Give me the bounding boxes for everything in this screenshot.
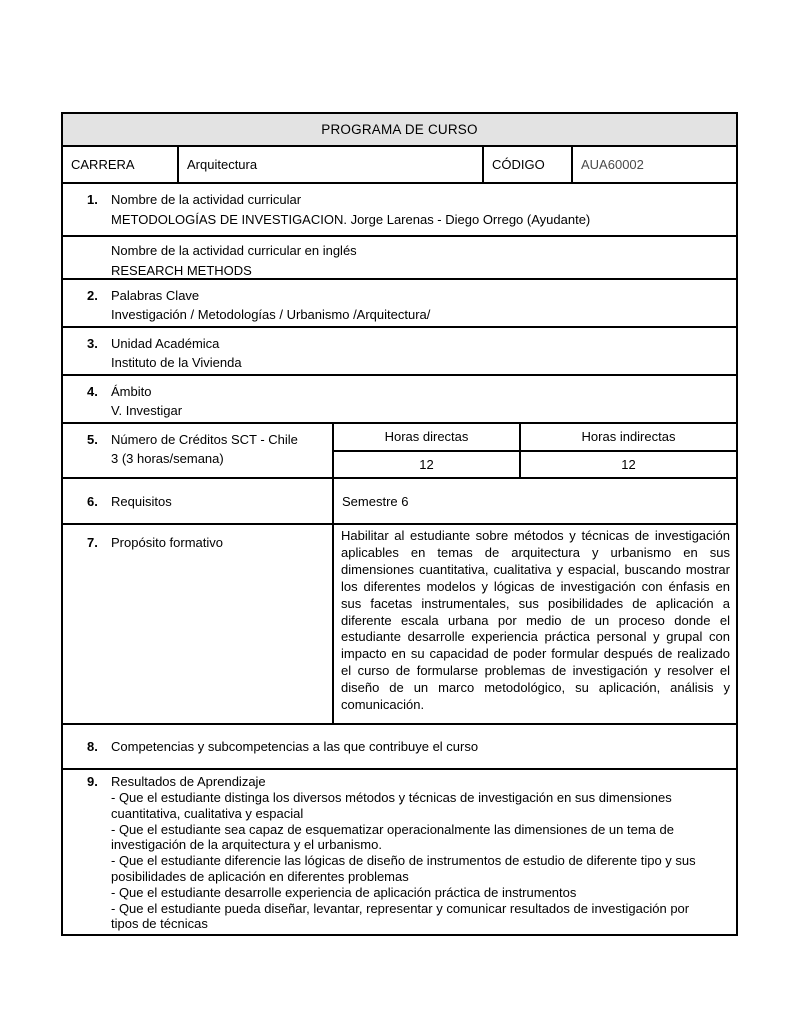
indirect-hours-value-cell [521,452,736,478]
section-4-number: 4. [87,384,98,399]
section-9-number: 9. [87,774,98,789]
section-5-credits [63,424,736,479]
section-6-label: Requisitos [111,493,172,509]
direct-hours-header: Horas directas [384,429,469,445]
section-1-label: Nombre de la actividad curricular [111,192,302,207]
section-4-value: V. Investigar [111,403,183,418]
document-title: PROGRAMA DE CURSO [321,122,478,137]
career-value-cell [179,147,484,182]
table-title-row [63,114,736,147]
credits-label-cell [63,424,334,477]
section-2-value: Investigación / Metodologías / Urbanismo /Arquitectura/ [111,307,431,322]
section-6-heading [63,492,172,511]
section-4-heading [63,382,736,401]
learning-outcome-item: - Que el estudiante desarrolle experiencia de aplicación práctica de instrumentos [111,884,577,900]
section-5-number: 5. [87,432,98,447]
section-2-heading [63,286,736,305]
section-9-learning-outcomes [63,770,736,934]
learning-outcome-item: - Que el estudiante diferencie las lógicas de diseño de instrumentos de estudio de diferente tipo y sus posibilidades de aplicación en diferentes problemas [111,853,696,884]
section-9-label: Resultados de Aprendizaje [111,774,266,789]
career-code-row [63,147,736,184]
section-4-scope [63,376,736,424]
learning-outcome-item: - Que el estudiante pueda diseñar, levantar, representar y comunicar resultados de investigación por tipos de técnicas [111,900,690,932]
section-9-heading [63,774,736,790]
hours-table [334,424,736,477]
purpose-label-cell [63,525,334,723]
section-5-label-line2: 3 (3 horas/semana) [111,451,224,466]
section-6-requirements [63,479,736,525]
section-3-number: 3. [87,336,98,351]
direct-hours-value: 12 [419,456,434,472]
requirements-label-cell [63,479,334,523]
section-english-name [63,237,736,280]
code-label: CÓDIGO [492,157,545,172]
section-3-academic-unit [63,328,736,376]
section-3-heading [63,334,736,353]
section-8-label: Competencias y subcompetencias a las que contribuye el curso [111,739,479,754]
course-program-table [61,112,738,936]
code-value-cell [573,147,736,182]
learning-outcome-item: - Que el estudiante distinga los diversos métodos y técnicas de investigación en sus dimensiones cuantitativa, cualitativa y espacial [111,790,672,821]
direct-hours-header-cell [334,424,521,450]
purpose-text-cell: Habilitar al estudiante sobre métodos y técnicas de investigación aplicables en temas de arquitectura y urbanismo en sus dimensiones cuantitativa, cualitativa y espacial, buscando mostrar los diferentes modelos y lógicas de investigación con énfasis en sus facetas instrumentales, sus posibilidades de aplicación a diferente escala urbana por medio de un proceso donde el estudiante desarrolle experiencia práctica personal y grupal con impacto en su capacidad de poder formular después de realizado el curso de formularse problemas de investigación y resolver el diseño de un marco metodológico, su aplicación, análisis y comunicación. [341,528,730,713]
requirements-value: Semestre 6 [342,493,409,509]
section-1-course-name [63,184,736,237]
section-7-formative-purpose [63,525,736,725]
section-7-number: 7. [87,535,98,550]
section-4-label: Ámbito [111,384,152,399]
section-8-competencies [63,725,736,770]
learning-outcome-item: - Que el estudiante sea capaz de esquematizar operacionalmente las dimensiones de un tema de investigación de la arquitectura y el urbanismo. [111,821,674,853]
section-8-number: 8. [87,739,98,754]
requirements-value-cell [334,479,736,523]
section-1-value: METODOLOGÍAS DE INVESTIGACION. Jorge Larenas - Diego Orrego (Ayudante) [111,212,591,227]
section-5-label: Número de Créditos SCT - Chile [111,432,298,447]
section-7-heading [63,533,332,552]
career-value: Arquitectura [187,157,258,172]
section-8-heading [63,737,478,756]
section-3-label: Unidad Académica [111,336,220,351]
hours-value-row [334,452,736,478]
indirect-hours-header: Horas indirectas [581,429,676,445]
section-6-number: 6. [87,493,98,509]
section-5-heading [63,430,332,449]
section-2-keywords [63,280,736,328]
section-2-label: Palabras Clave [111,288,200,303]
english-name-value: RESEARCH METHODS [111,263,252,278]
section-7-label: Propósito formativo [111,535,223,550]
section-1-number: 1. [87,192,98,207]
section-1-heading [63,190,736,210]
direct-hours-value-cell [334,452,521,478]
section-2-number: 2. [87,288,98,303]
code-value: AUA60002 [581,157,644,172]
hours-header-row [334,424,736,452]
career-label-cell [63,147,179,182]
english-name-label: Nombre de la actividad curricular en inglés [111,243,357,258]
indirect-hours-header-cell [521,424,736,450]
indirect-hours-value: 12 [621,456,636,472]
career-label: CARRERA [71,157,135,172]
section-3-value: Instituto de la Vivienda [111,355,242,370]
code-label-cell [484,147,573,182]
